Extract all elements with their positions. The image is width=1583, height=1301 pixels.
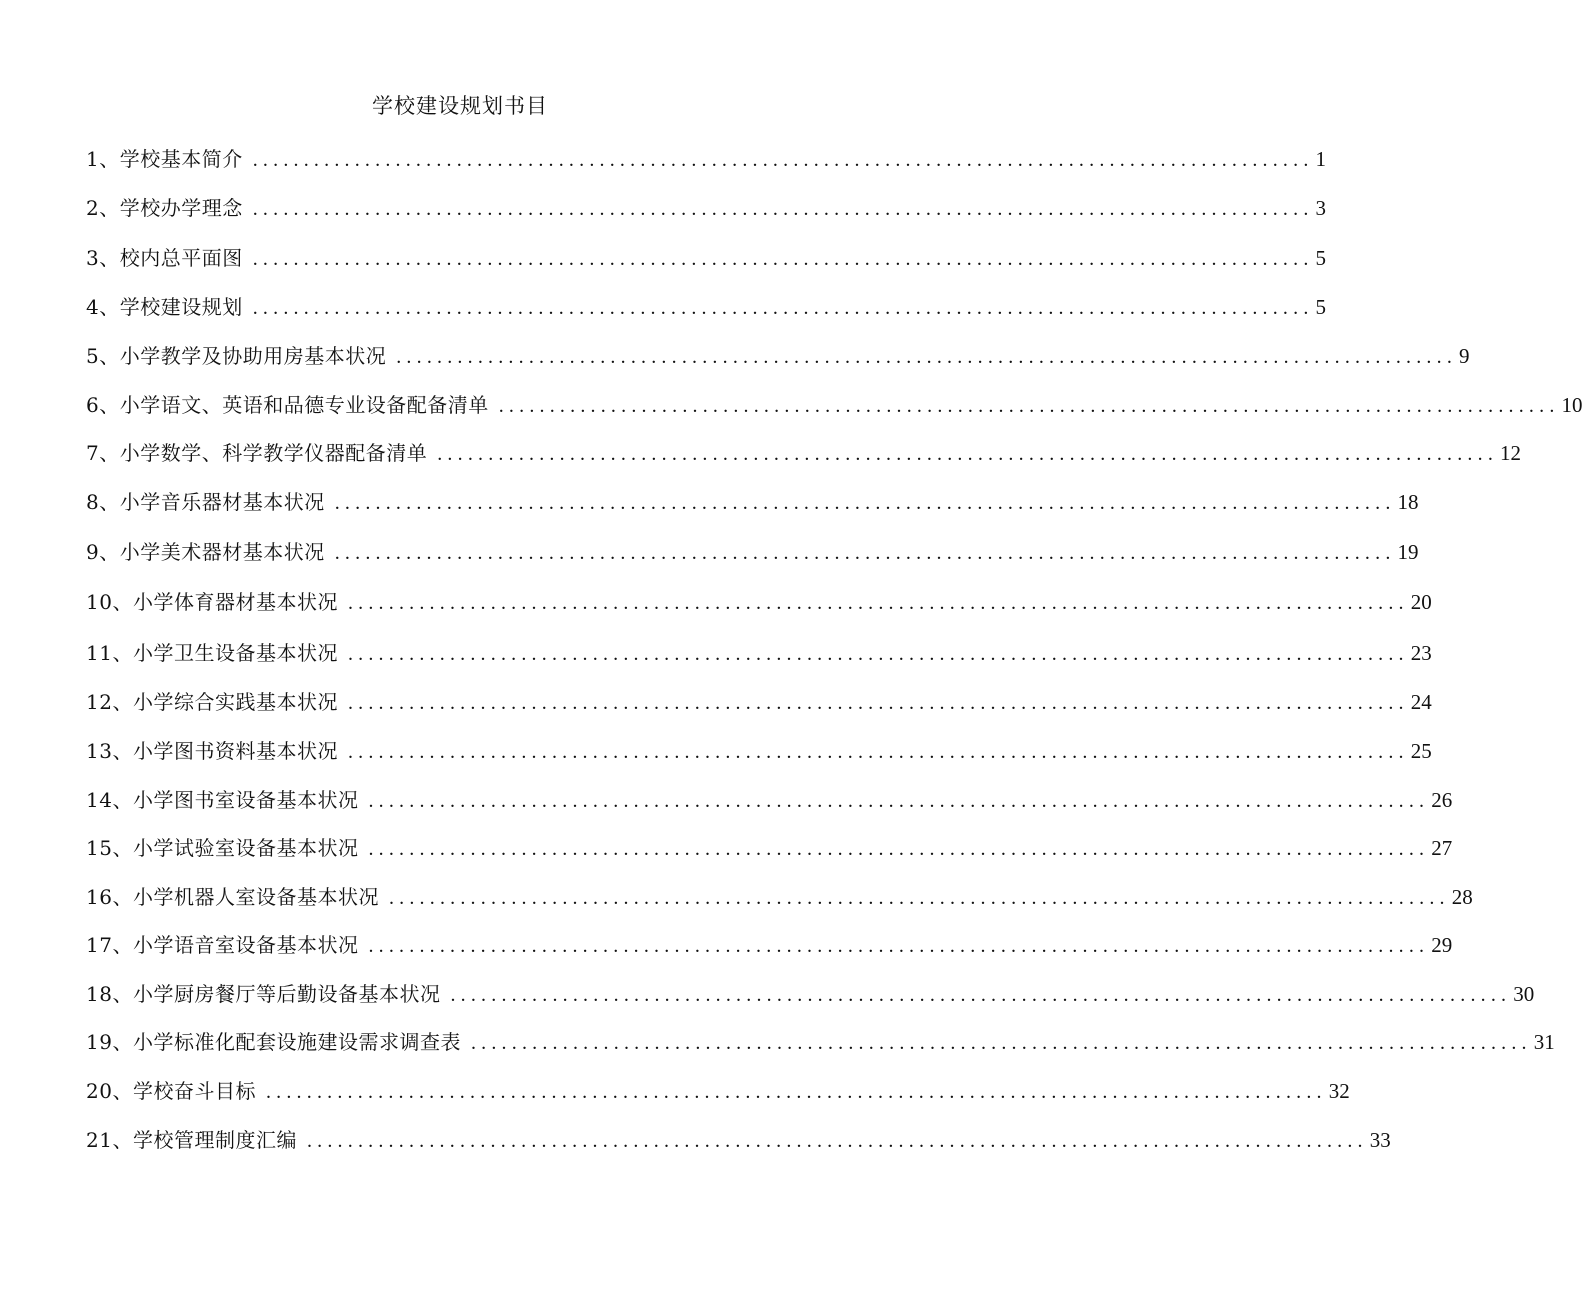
toc-entry: [86, 735, 1432, 767]
toc-entry: [86, 1124, 1391, 1156]
toc-entry: [86, 832, 1453, 864]
toc-entry-page: 20: [1410, 590, 1432, 614]
dot-leader: ........................................................................................................: [334, 492, 1396, 514]
toc-entry: [86, 784, 1453, 816]
dot-leader: ........................................................................................................: [252, 198, 1314, 220]
toc-entry: [86, 929, 1453, 961]
toc-entry-label: 4、学校建设规划: [86, 295, 243, 319]
toc-entry-page: 31: [1533, 1030, 1555, 1054]
toc-entry-page: 28: [1451, 885, 1473, 909]
toc-entry-page: 24: [1410, 690, 1432, 714]
dot-leader: ........................................................................................................: [368, 838, 1430, 860]
toc-entry-label: 2、学校办学理念: [86, 196, 243, 220]
toc-entry-page: 3: [1315, 196, 1327, 220]
dot-leader: ........................................................................................................: [368, 935, 1430, 957]
toc-entry-label: 15、小学试验室设备基本状况: [86, 836, 359, 860]
toc-entry-page: 30: [1513, 982, 1535, 1006]
toc-entry: [86, 340, 1470, 372]
toc-entry-page: 1: [1315, 147, 1327, 171]
toc-entry: [86, 242, 1327, 274]
toc-entry-label: 18、小学厨房餐厅等后勤设备基本状况: [86, 982, 441, 1006]
toc-entry-label: 16、小学机器人室设备基本状况: [86, 885, 379, 909]
toc-entry-page: 10: [1561, 393, 1583, 417]
dot-leader: ........................................................................................................: [347, 692, 1409, 714]
dot-leader: ........................................................................................................: [265, 1081, 1327, 1103]
toc-entry: [86, 881, 1473, 913]
toc-entry-label: 3、校内总平面图: [86, 246, 243, 270]
dot-leader: ........................................................................................................: [334, 542, 1396, 564]
toc-entry-page: 23: [1410, 641, 1432, 665]
toc-entry-label: 21、学校管理制度汇编: [86, 1128, 297, 1152]
toc-entry-page: 5: [1315, 246, 1327, 270]
dot-leader: ........................................................................................................: [470, 1032, 1532, 1054]
toc-entry-page: 33: [1369, 1128, 1391, 1152]
toc-entry: [86, 1026, 1555, 1058]
toc-entry: [86, 637, 1432, 669]
toc-entry: [86, 291, 1327, 323]
toc-entry-label: 17、小学语音室设备基本状况: [86, 933, 359, 957]
toc-entry: [86, 536, 1419, 568]
document-title: 学校建设规划书目: [372, 94, 548, 118]
toc-entry-page: 19: [1397, 540, 1419, 564]
dot-leader: ........................................................................................................: [396, 346, 1458, 368]
toc-entry: [86, 1075, 1350, 1107]
toc-entry-label: 10、小学体育器材基本状况: [86, 590, 338, 614]
toc-entry-label: 7、小学数学、科学教学仪器配备清单: [86, 441, 428, 465]
toc-entry-label: 1、学校基本简介: [86, 147, 243, 171]
dot-leader: ........................................................................................................: [252, 149, 1314, 171]
toc-entry-label: 19、小学标准化配套设施建设需求调查表: [86, 1030, 461, 1054]
toc-entry-label: 14、小学图书室设备基本状况: [86, 788, 359, 812]
toc-entry-page: 27: [1431, 836, 1453, 860]
toc-entry-label: 12、小学综合实践基本状况: [86, 690, 338, 714]
toc-entry-page: 9: [1459, 344, 1470, 368]
toc-entry: [86, 192, 1327, 224]
toc-entry: [86, 586, 1432, 618]
toc-entry: [86, 437, 1522, 469]
toc-entry-label: 9、小学美术器材基本状况: [86, 540, 325, 564]
dot-leader: ........................................................................................................: [252, 297, 1314, 319]
toc-entry-page: 12: [1500, 441, 1522, 465]
dot-leader: ........................................................................................................: [347, 741, 1409, 763]
dot-leader: ........................................................................................................: [252, 248, 1314, 270]
toc-entry-page: 18: [1397, 490, 1419, 514]
toc-entry-label: 5、小学教学及协助用房基本状况: [86, 344, 387, 368]
toc-entry-page: 26: [1431, 788, 1453, 812]
dot-leader: ........................................................................................................: [450, 984, 1512, 1006]
dot-leader: ........................................................................................................: [368, 790, 1430, 812]
toc-entry-page: 29: [1431, 933, 1453, 957]
toc-entry-page: 32: [1328, 1079, 1350, 1103]
dot-leader: ........................................................................................................: [388, 887, 1450, 909]
dot-leader: ........................................................................................................: [347, 643, 1409, 665]
toc-entry-label: 8、小学音乐器材基本状况: [86, 490, 325, 514]
toc-entry-label: 6、小学语文、英语和品德专业设备配备清单: [86, 393, 489, 417]
toc-entry-label: 20、学校奋斗目标: [86, 1079, 256, 1103]
dot-leader: ........................................................................................................: [347, 592, 1409, 614]
dot-leader: ........................................................................................................: [437, 443, 1499, 465]
toc-entry: [86, 486, 1419, 518]
toc-entry-page: 25: [1410, 739, 1432, 763]
toc-entry-label: 11、小学卫生设备基本状况: [86, 641, 338, 665]
toc-entry: [86, 978, 1535, 1010]
toc-entry-label: 13、小学图书资料基本状况: [86, 739, 338, 763]
toc-entry: [86, 686, 1432, 718]
toc-entry: [86, 143, 1327, 175]
dot-leader: ........................................................................................................: [306, 1130, 1368, 1152]
dot-leader: ........................................................................................................: [498, 395, 1560, 417]
toc-entry-page: 5: [1315, 295, 1327, 319]
toc-entry: [86, 389, 1583, 421]
